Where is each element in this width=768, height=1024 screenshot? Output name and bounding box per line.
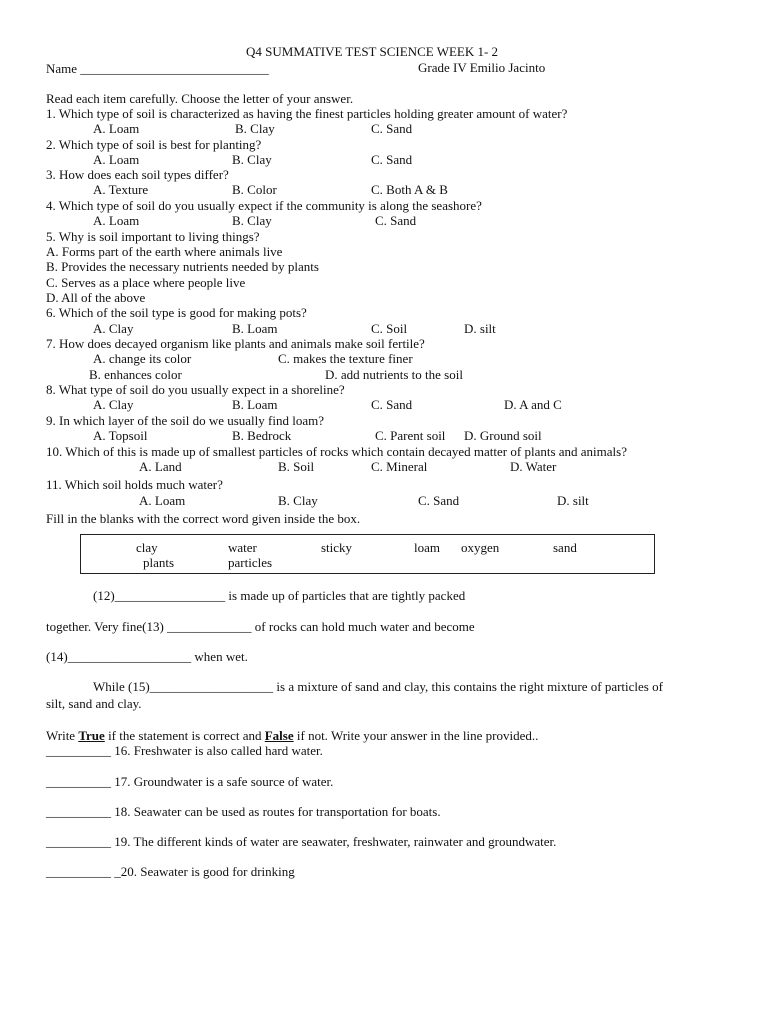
question-3: 3. How does each soil types differ? — [46, 167, 229, 182]
instructions-part3-suffix: if not. Write your answer in the line provided.. — [293, 728, 539, 743]
q1-choice-b: B. Clay — [235, 121, 275, 136]
question-1: 1. Which type of soil is characterized as having the finest particles holding greater amount of water? — [46, 106, 568, 121]
q8-choice-c: C. Sand — [371, 397, 413, 412]
true-false-16: __________ 16. Freshwater is also called hard water. — [46, 743, 323, 758]
name-field-label: Name _____________________________ — [46, 61, 269, 76]
word-box-item: oxygen — [461, 540, 500, 555]
q11-choice-d: D. silt — [557, 493, 589, 508]
q4-choice-b: B. Clay — [232, 213, 272, 228]
q2-choice-b: B. Clay — [232, 152, 272, 167]
false-keyword: False — [264, 728, 294, 743]
question-9: 9. In which layer of the soil do we usually find loam? — [46, 413, 324, 428]
question-2: 2. Which type of soil is best for planting? — [46, 137, 262, 152]
fill-blank-13: together. Very fine(13) _____________ of rocks can hold much water and become — [46, 619, 475, 634]
fill-blank-14: (14)___________________ when wet. — [46, 649, 248, 664]
q7-choice-c: C. makes the texture finer — [278, 351, 413, 366]
grade-section: Grade IV Emilio Jacinto — [418, 60, 546, 75]
q10-choice-a: A. Land — [139, 459, 182, 474]
q2-choice-a: A. Loam — [93, 152, 140, 167]
q8-choice-a: A. Clay — [93, 397, 134, 412]
question-11: 11. Which soil holds much water? — [46, 477, 223, 492]
word-box-item: plants — [143, 555, 175, 570]
q10-choice-c: C. Mineral — [371, 459, 428, 474]
q10-choice-d: D. Water — [510, 459, 557, 474]
question-5: 5. Why is soil important to living things? — [46, 229, 260, 244]
q7-choice-b: B. enhances color — [89, 367, 182, 382]
q10-choice-b: B. Soil — [278, 459, 315, 474]
q9-choice-a: A. Topsoil — [93, 428, 148, 443]
instructions-part3-mid: if the statement is correct and — [104, 728, 265, 743]
q3-choice-b: B. Color — [232, 182, 277, 197]
question-6: 6. Which of the soil type is good for making pots? — [46, 305, 307, 320]
fill-blank-15-continued: silt, sand and clay. — [46, 696, 142, 711]
question-8: 8. What type of soil do you usually expect in a shoreline? — [46, 382, 345, 397]
true-false-18: __________ 18. Seawater can be used as routes for transportation for boats. — [46, 804, 441, 819]
true-false-19: __________ 19. The different kinds of water are seawater, freshwater, rainwater and groundwater. — [46, 834, 557, 849]
instructions-part1: Read each item carefully. Choose the letter of your answer. — [46, 91, 354, 106]
q5-choice-c: C. Serves as a place where people live — [46, 275, 246, 290]
q9-choice-c: C. Parent soil — [375, 428, 446, 443]
word-box-item: loam — [414, 540, 440, 555]
q2-choice-c: C. Sand — [371, 152, 413, 167]
q11-choice-a: A. Loam — [139, 493, 186, 508]
q7-choice-d: D. add nutrients to the soil — [325, 367, 463, 382]
word-box-item: water — [228, 540, 257, 555]
q7-choice-a: A. change its color — [93, 351, 192, 366]
q1-choice-a: A. Loam — [93, 121, 140, 136]
q11-choice-b: B. Clay — [278, 493, 318, 508]
q3-choice-a: A. Texture — [93, 182, 149, 197]
fill-blank-15: While (15)___________________ is a mixture of sand and clay, this contains the right mixture of particles of — [93, 679, 663, 694]
true-false-17: __________ 17. Groundwater is a safe source of water. — [46, 774, 334, 789]
question-4: 4. Which type of soil do you usually expect if the community is along the seashore? — [46, 198, 482, 213]
q5-choice-d: D. All of the above — [46, 290, 146, 305]
q5-choice-a: A. Forms part of the earth where animals live — [46, 244, 283, 259]
word-box-item: sand — [553, 540, 577, 555]
q1-choice-c: C. Sand — [371, 121, 413, 136]
true-keyword: True — [78, 728, 105, 743]
instructions-part2: Fill in the blanks with the correct word given inside the box. — [46, 511, 361, 526]
q3-choice-c: C. Both A & B — [371, 182, 448, 197]
q6-choice-d: D. silt — [464, 321, 496, 336]
fill-blank-12: (12)_________________ is made up of particles that are tightly packed — [93, 588, 466, 603]
true-false-20: __________ _20. Seawater is good for drinking — [46, 864, 295, 879]
word-box-item: particles — [228, 555, 273, 570]
q9-choice-d: D. Ground soil — [464, 428, 542, 443]
q4-choice-c: C. Sand — [375, 213, 417, 228]
page-title: Q4 SUMMATIVE TEST SCIENCE WEEK 1- 2 — [246, 44, 499, 59]
instructions-part3-prefix: Write — [46, 728, 79, 743]
q6-choice-b: B. Loam — [232, 321, 278, 336]
q6-choice-c: C. Soil — [371, 321, 408, 336]
q8-choice-b: B. Loam — [232, 397, 278, 412]
question-10: 10. Which of this is made up of smallest particles of rocks which contain decayed matter of plants and animals? — [46, 444, 627, 459]
instructions-part3 — [46, 728, 538, 743]
question-7: 7. How does decayed organism like plants and animals make soil fertile? — [46, 336, 425, 351]
word-box — [80, 534, 655, 574]
q5-choice-b: B. Provides the necessary nutrients needed by plants — [46, 259, 319, 274]
q9-choice-b: B. Bedrock — [232, 428, 292, 443]
word-box-item: sticky — [321, 540, 353, 555]
word-box-item: clay — [136, 540, 158, 555]
q6-choice-a: A. Clay — [93, 321, 134, 336]
q8-choice-d: D. A and C — [504, 397, 562, 412]
q4-choice-a: A. Loam — [93, 213, 140, 228]
q11-choice-c: C. Sand — [418, 493, 460, 508]
